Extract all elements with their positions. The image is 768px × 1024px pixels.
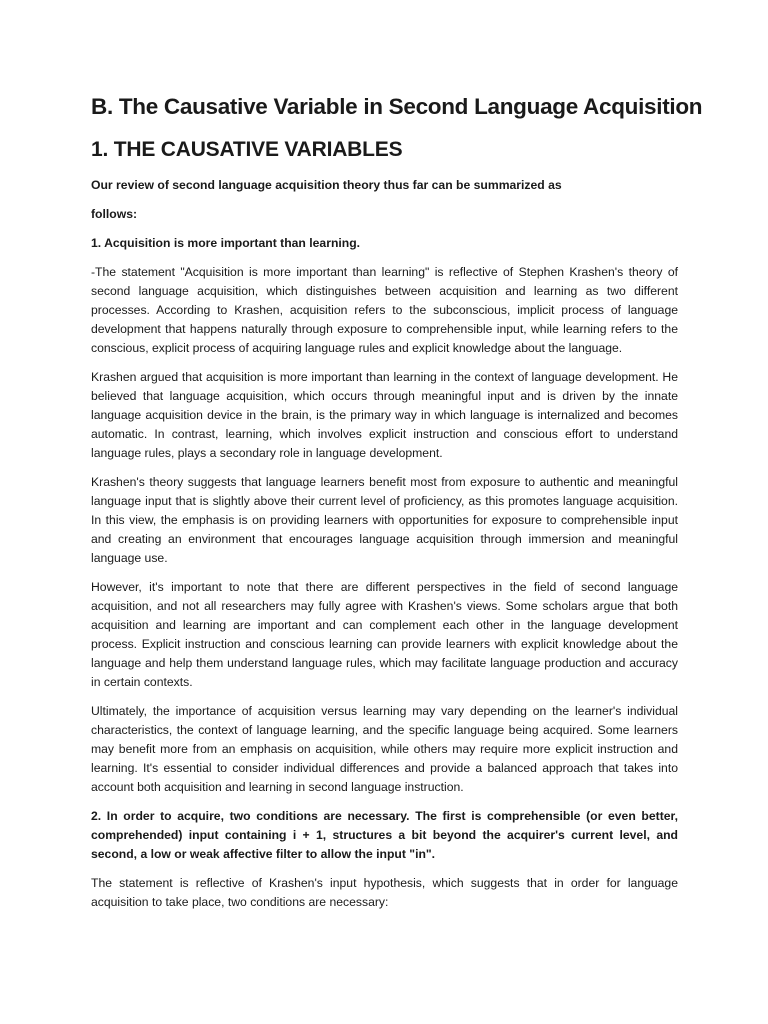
point-2-heading: 2. In order to acquire, two conditions are necessary. The first is comprehensible (or even better, comprehended) input containing i + 1, structures a bit beyond the acquirer's current level, and second, a low or weak affective filter to allow the input "in".	[91, 809, 678, 861]
intro-line-2: follows:	[91, 207, 138, 221]
paragraph-2: Krashen argued that acquisition is more important than learning in the context of language development. He believed that language acquisition, which occurs through meaningful input and is driven by the innate language acquisition device in the brain, is the primary way in which language is internalized and becomes automatic. In contrast, learning, which involves explicit instruction and conscious effort to understand language rules, plays a secondary role in language development.	[91, 370, 678, 460]
closing-paragraph: The statement is reflective of Krashen's input hypothesis, which suggests that in order for language acquisition to take place, two conditions are necessary:	[91, 876, 678, 909]
paragraph-4: However, it's important to note that there are different perspectives in the field of second language acquisition, and not all researchers may fully agree with Krashen's views. Some scholars argue that both acquisition and learning are important and can complement each other in the language development process. Explicit instruction and conscious learning can provide learners with explicit knowledge about the language and help them understand language rules, which may facilitate language production and accuracy in certain contexts.	[91, 580, 678, 689]
intro-line-1: Our review of second language acquisition theory thus far can be summarized as	[91, 178, 562, 192]
document-page	[91, 93, 703, 922]
paragraph-1: -The statement "Acquisition is more important than learning" is reflective of Stephen Krashen's theory of second language acquisition, which distinguishes between acquisition and learning as two different processes. According to Krashen, acquisition refers to the subconscious, implicit process of language development that happens naturally through exposure to comprehensible input, while learning refers to the conscious, explicit process of acquiring language rules and explicit knowledge about the language.	[91, 265, 678, 355]
section-heading: B. The Causative Variable in Second Language Acquisition	[91, 94, 703, 119]
paragraph-5: Ultimately, the importance of acquisition versus learning may vary depending on the learner's individual characteristics, the context of language learning, and the specific language being acquired. Some learners may benefit more from an emphasis on acquisition, while others may require more explicit instruction and learning. It's essential to consider individual differences and provide a balanced approach that takes into account both acquisition and learning in second language instruction.	[91, 704, 678, 794]
paragraph-3: Krashen's theory suggests that language learners benefit most from exposure to authentic and meaningful language input that is slightly above their current level of proficiency, as this promotes language acquisition. In this view, the emphasis is on providing learners with opportunities for exposure to comprehensible input and creating an environment that encourages language acquisition through immersion and meaningful language use.	[91, 475, 678, 565]
subsection-heading: 1. THE CAUSATIVE VARIABLES	[91, 138, 403, 161]
point-1-heading: 1. Acquisition is more important than learning.	[91, 236, 361, 250]
